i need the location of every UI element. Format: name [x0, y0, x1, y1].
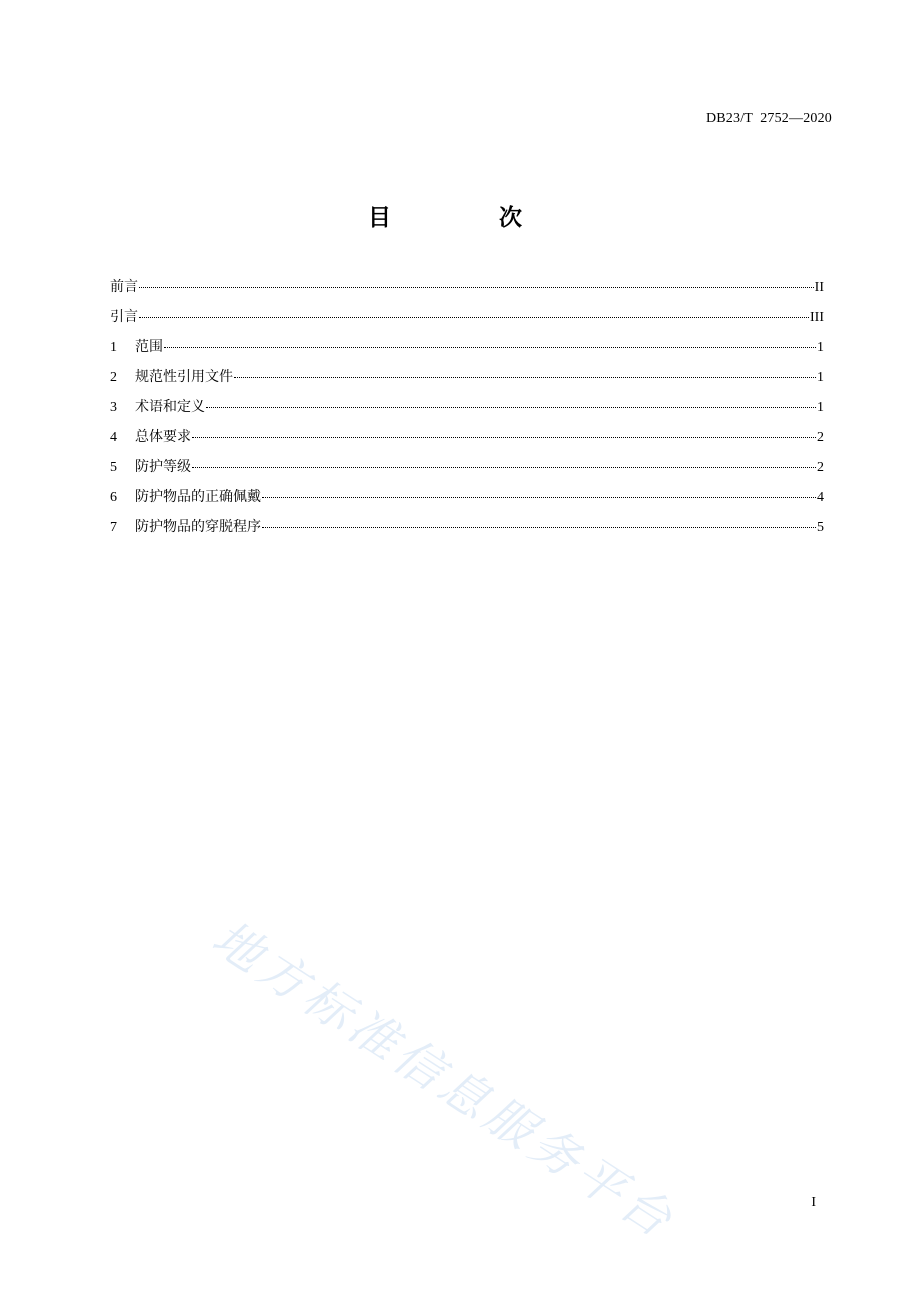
toc-entry-terms-definitions[interactable] — [110, 397, 824, 427]
toc-entry-page: 1 — [817, 370, 824, 385]
dot-leader — [262, 497, 816, 498]
toc-entry-label: 总体要求 — [135, 429, 191, 445]
toc-entry-number: 2 — [110, 370, 117, 385]
toc-title: 目 次 — [367, 205, 572, 231]
toc-entry-foreword[interactable] — [110, 277, 824, 307]
dot-leader — [206, 407, 816, 408]
toc-entry-normative-references[interactable] — [110, 367, 824, 397]
table-of-contents — [110, 277, 824, 547]
toc-entry-page: 1 — [817, 400, 824, 415]
dot-leader — [234, 377, 816, 378]
page-number: I — [811, 1195, 816, 1210]
toc-entry-label: 规范性引用文件 — [135, 369, 233, 385]
toc-entry-protection-levels[interactable] — [110, 457, 824, 487]
dot-leader — [164, 347, 816, 348]
toc-entry-page: 2 — [817, 460, 824, 475]
toc-entry-label: 范围 — [135, 339, 163, 355]
toc-entry-page: III — [810, 310, 824, 325]
toc-entry-page: 1 — [817, 340, 824, 355]
watermark: 地方标准信息服务平台 — [202, 909, 686, 1251]
toc-entry-number: 4 — [110, 430, 117, 445]
toc-entry-number: 6 — [110, 490, 117, 505]
toc-entry-donning-doffing[interactable] — [110, 517, 824, 547]
dot-leader — [262, 527, 816, 528]
toc-entry-label: 防护物品的穿脱程序 — [135, 519, 261, 535]
standard-code: DB23/T 2752—2020 — [705, 111, 832, 126]
dot-leader — [139, 317, 809, 318]
toc-entry-label: 防护等级 — [135, 459, 191, 475]
toc-entry-number: 3 — [110, 400, 117, 415]
toc-entry-label: 前言 — [110, 279, 138, 295]
toc-entry-page: 2 — [817, 430, 824, 445]
toc-entry-number: 5 — [110, 460, 117, 475]
toc-entry-general-requirements[interactable] — [110, 427, 824, 457]
toc-entry-page: II — [814, 280, 824, 295]
toc-entry-label: 术语和定义 — [135, 399, 205, 415]
toc-entry-introduction[interactable] — [110, 307, 824, 337]
toc-entry-scope[interactable] — [110, 337, 824, 367]
dot-leader — [192, 437, 816, 438]
dot-leader — [139, 287, 814, 288]
toc-entry-page: 5 — [817, 520, 824, 535]
toc-entry-label: 引言 — [110, 309, 138, 325]
dot-leader — [192, 467, 816, 468]
toc-entry-label: 防护物品的正确佩戴 — [135, 489, 261, 505]
toc-entry-page: 4 — [817, 490, 824, 505]
toc-entry-number: 1 — [110, 340, 117, 355]
toc-entry-number: 7 — [110, 520, 117, 535]
toc-entry-correct-wearing[interactable] — [110, 487, 824, 517]
